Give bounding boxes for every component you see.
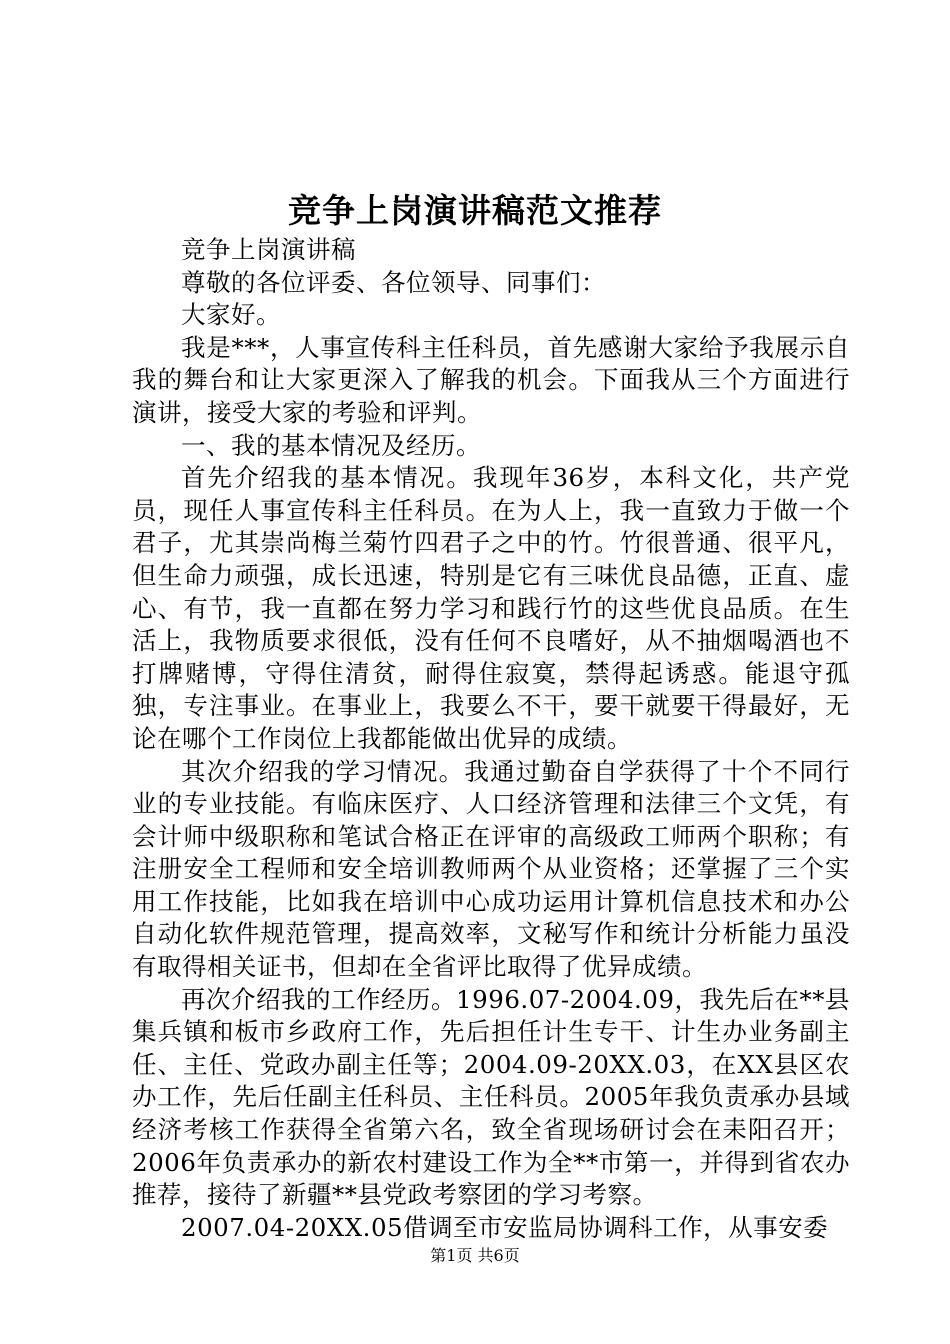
page-number-footer: 第1页 共6页 [430, 1246, 520, 1265]
paragraph-salutation: 尊敬的各位评委、各位领导、同事们： [181, 267, 606, 297]
paragraph-section-heading: 一、我的基本情况及经历。 [181, 430, 481, 460]
paragraph-greeting: 大家好。 [181, 300, 281, 330]
document-body [132, 234, 850, 1244]
document-title: 竞争上岗演讲稿范文推荐 [288, 191, 662, 230]
paragraph-heading: 竞争上岗演讲稿 [181, 235, 356, 264]
paragraph-study-info: 其次介绍我的学习情况。我通过勤奋自学获得了十个不同行业的专业技能。有临床医疗、人口经济管理和法律三个文凭，有会计师中级职称和笔试合格正在评审的高级政工师两个职称；有注册安全工程师和安全培训教师两个从业资格；还掌握了三个实用工作技能，比如我在培训中心成功运用计算机信息技术和办公自动化软件规范管理，提高效率，文秘写作和统计分析能力虽没有取得相关证书，但却在全省评比取得了优异成绩。 [132, 756, 850, 982]
paragraph-introduction: 我是***，人事宣传科主任科员，首先感谢大家给予我展示自我的舞台和让大家更深入了解我的机会。下面我从三个方面进行演讲，接受大家的考验和评判。 [132, 332, 850, 427]
paragraph-basic-info: 首先介绍我的基本情况。我现年36岁，本科文化，共产党员，现任人事宣传科主任科员。在为人上，我一直致力于做一个君子，尤其崇尚梅兰菊竹四君子之中的竹。竹很普通、很平凡，但生命力顽强，成长迅速，特别是它有三味优良品德，正直、虚心、有节，我一直都在努力学习和践行竹的这些优良品质。在生活上，我物质要求很低，没有任何不良嗜好，从不抽烟喝酒也不打牌赌博，守得住清贫，耐得住寂寞，禁得起诱惑。能退守孤独，专注事业。在事业上，我要么不干，要干就要干得最好，无论在哪个工作岗位上我都能做出优异的成绩。 [132, 463, 850, 753]
paragraph-secondment: 2007.04-20XX.05借调至市安监局协调科工作，从事安委 [181, 1212, 829, 1242]
paragraph-work-experience: 再次介绍我的工作经历。1996.07-2004.09，我先后在**县集兵镇和板市乡政府工作，先后担任计生专干、计生办业务副主任、主任、党政办副主任等；2004.09-20XX.03，在XX县区农办工作，先后任副主任科员、主任科员。2005年我负责承办县域经济考核工作获得全省第六名，致全省现场研讨会在耒阳召开；2006年负责承办的新农村建设工作为全**市第一，并得到省农办推荐，接待了新疆**县党政考察团的学习考察。 [132, 984, 850, 1210]
